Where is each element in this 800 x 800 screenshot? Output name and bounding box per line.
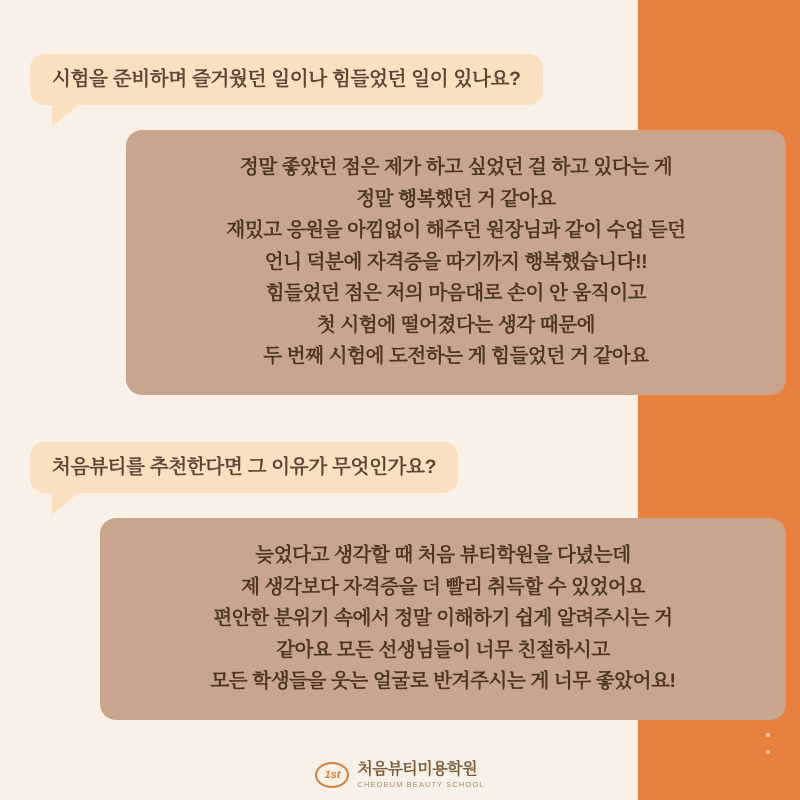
answer-line: 제 생각보다 자격증을 더 빨리 취득할 수 있었어요 xyxy=(241,575,645,598)
answer-line: 편안한 분위기 속에서 정말 이해하기 쉽게 알려주시는 거 xyxy=(213,607,673,630)
first-place-badge-icon xyxy=(315,762,349,788)
logo-badge-text: 1st xyxy=(324,768,341,781)
answer-block-1 xyxy=(126,130,786,395)
logo-text xyxy=(357,762,484,789)
logo-name-en: CHEOEUM BEAUTY SCHOOL xyxy=(357,779,485,789)
answer-line: 언니 덕분에 자격증을 따기까지 행복했습니다!! xyxy=(264,250,648,273)
answer-bubble-1 xyxy=(126,130,786,395)
answer-line: 같아요 모든 선생님들이 너무 친절하시고 xyxy=(276,638,610,661)
question-text-2: 처음뷰티를 추천한다면 그 이유가 무엇인가요? xyxy=(30,442,458,493)
footer-logo xyxy=(0,762,800,789)
logo-name-kr: 처음뷰티미용학원 xyxy=(357,760,478,778)
answer-line: 첫 시험에 떨어졌다는 생각 때문에 xyxy=(316,313,596,336)
question-text-1: 시험을 준비하며 즐거웠던 일이나 힘들었던 일이 있나요? xyxy=(30,54,543,105)
answer-block-2 xyxy=(100,518,786,720)
answer-line: 늦었다고 생각할 때 처음 뷰티학원을 다녔는데 xyxy=(255,544,631,566)
answer-line: 모든 학생들을 웃는 얼굴로 반겨주시는 게 너무 좋았어요! xyxy=(210,670,676,693)
answer-line: 정말 좋았던 점은 제가 하고 싶었던 걸 하고 있다는 게 xyxy=(239,156,673,178)
answer-line: 정말 행복했던 거 같아요 xyxy=(356,187,556,210)
question-block-1 xyxy=(30,54,543,127)
question-bubble-tail xyxy=(52,105,78,127)
question-bubble-tail xyxy=(52,493,78,515)
answer-line: 재밌고 응원을 아낌없이 해주던 원장님과 같이 수업 듣던 xyxy=(226,219,686,242)
question-block-2 xyxy=(30,442,458,515)
answer-bubble-2 xyxy=(100,518,786,720)
answer-line: 힘들었던 점은 저의 마음대로 손이 안 움직이고 xyxy=(265,282,647,305)
answer-line: 두 번째 시험에 도전하는 게 힘들었던 거 같아요 xyxy=(263,345,649,368)
